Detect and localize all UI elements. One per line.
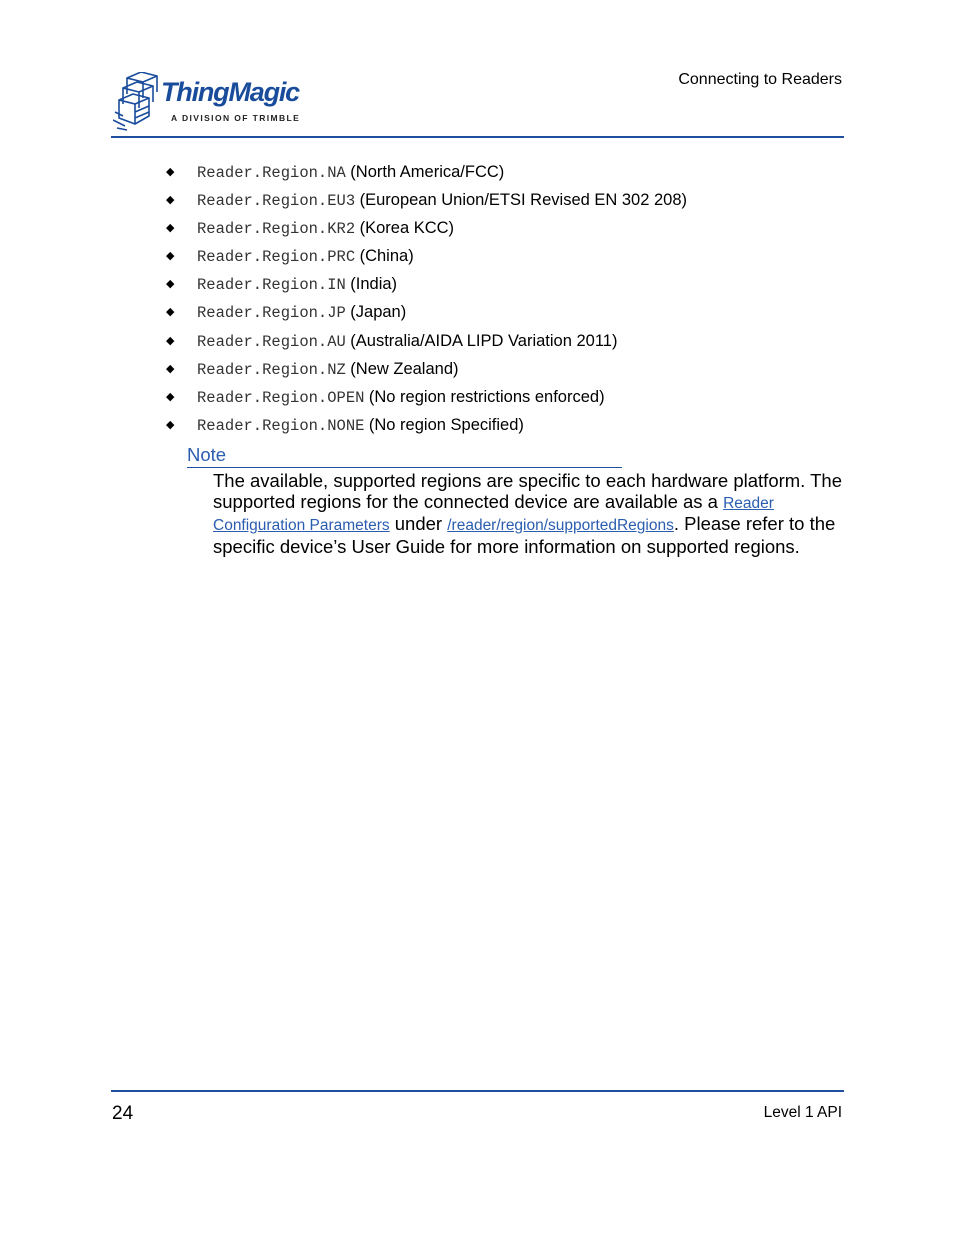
region-list <box>166 163 687 444</box>
region-description: (China) <box>359 247 414 266</box>
diamond-bullet-icon: ◆ <box>166 362 175 375</box>
diamond-bullet-icon: ◆ <box>166 222 175 235</box>
list-item <box>166 275 687 303</box>
region-code: Reader.Region.NONE <box>197 416 365 435</box>
list-item <box>166 388 687 416</box>
region-description: (Japan) <box>350 303 407 322</box>
diamond-bullet-icon: ◆ <box>166 278 175 291</box>
note-text: The available, supported regions are specific to each hardware platform. The supported regions for the connected device are available as a <box>213 470 843 512</box>
region-code: Reader.Region.OPEN <box>197 388 365 407</box>
header-rule <box>111 136 844 138</box>
region-description: (No region restrictions enforced) <box>368 387 605 406</box>
diamond-bullet-icon: ◆ <box>166 390 175 403</box>
supported-regions-link[interactable]: /reader/region/supportedRegions <box>447 517 674 534</box>
footer-rule <box>111 1090 844 1092</box>
region-description: (Australia/AIDA LIPD Variation 2011) <box>350 331 618 350</box>
reader-configuration-parameters-link[interactable]: Reader Configuration Parameters <box>213 494 774 534</box>
region-description: (No region Specified) <box>368 415 524 434</box>
list-item <box>166 360 687 388</box>
footer-section-title: Level 1 API <box>763 1104 842 1121</box>
region-code: Reader.Region.NZ <box>197 360 346 379</box>
region-code: Reader.Region.AU <box>197 332 346 351</box>
region-description: (New Zealand) <box>350 359 459 378</box>
list-item <box>166 163 687 191</box>
list-item <box>166 219 687 247</box>
thingmagic-cube-icon <box>113 72 163 132</box>
list-item <box>166 303 687 331</box>
page-number: 24 <box>112 1103 134 1124</box>
note-text: . Please refer to the specific device’s User Guide for more information on supported regions. <box>213 513 836 557</box>
region-description: (Korea KCC) <box>359 219 455 238</box>
thingmagic-logo <box>113 72 313 132</box>
note-heading: Note <box>187 444 622 468</box>
list-item <box>166 416 687 444</box>
region-code: Reader.Region.PRC <box>197 248 356 267</box>
header-section-title: Connecting to Readers <box>678 71 842 88</box>
region-description: (European Union/ETSI Revised EN 302 208) <box>359 191 688 210</box>
list-item <box>166 332 687 360</box>
region-code: Reader.Region.JP <box>197 304 346 323</box>
logo-tagline: A DIVISION OF TRIMBLE <box>171 113 301 123</box>
region-code: Reader.Region.NA <box>197 164 346 182</box>
list-item <box>166 247 687 275</box>
diamond-bullet-icon: ◆ <box>166 418 175 431</box>
region-code: Reader.Region.KR2 <box>197 220 356 239</box>
region-code: Reader.Region.EU3 <box>197 192 356 211</box>
diamond-bullet-icon: ◆ <box>166 306 175 319</box>
diamond-bullet-icon: ◆ <box>166 166 175 178</box>
region-description: (North America/FCC) <box>350 163 505 181</box>
logo-wordmark: ThingMagic <box>161 77 299 107</box>
note-body <box>213 471 853 557</box>
region-code: Reader.Region.IN <box>197 276 346 295</box>
diamond-bullet-icon: ◆ <box>166 250 175 263</box>
diamond-bullet-icon: ◆ <box>166 194 175 207</box>
list-item <box>166 191 687 219</box>
note-text: under <box>389 513 448 534</box>
region-description: (India) <box>350 275 398 294</box>
diamond-bullet-icon: ◆ <box>166 334 175 347</box>
